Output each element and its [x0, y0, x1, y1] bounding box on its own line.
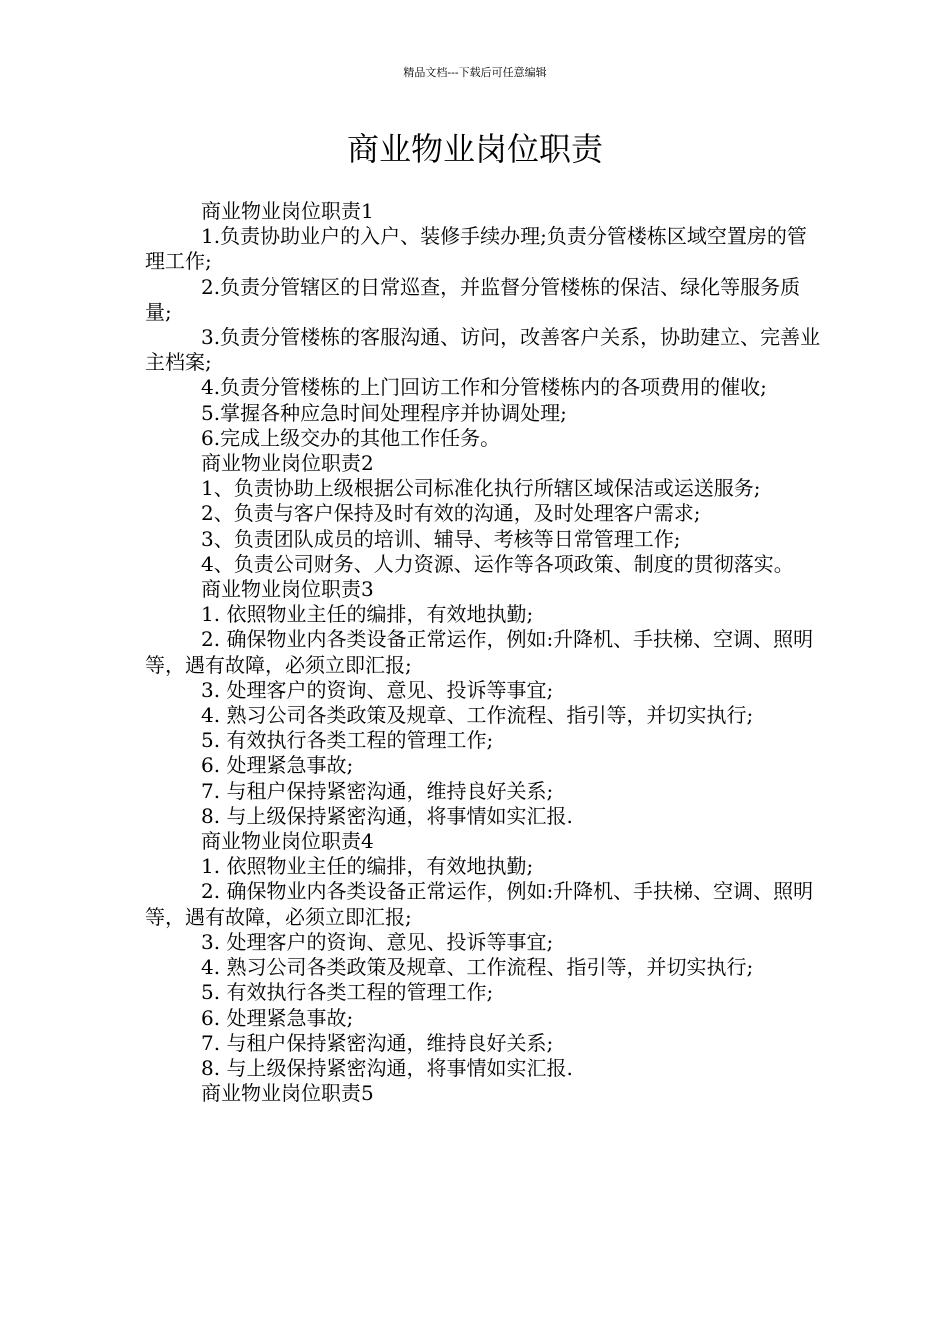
- body-paragraph: 1. 依照物业主任的编排，有效地执勤;: [201, 602, 534, 627]
- body-paragraph: 6. 处理紧急事故;: [201, 753, 354, 778]
- body-paragraph: 2. 确保物业内各类设备正常运作，例如:升降机、手扶梯、空调、照明等，遇有故障，必须立即汇报;: [145, 879, 814, 929]
- body-paragraph: 1. 依照物业主任的编排，有效地执勤;: [201, 854, 534, 879]
- body-paragraph: 3.负责分管楼栋的客服沟通、访问，改善客户关系，协助建立、完善业主档案;: [145, 325, 821, 375]
- body-paragraph: 6.完成上级交办的其他工作任务。: [201, 425, 501, 450]
- body-paragraph: 2.负责分管辖区的日常巡查，并监督分管楼栋的保洁、绿化等服务质量;: [145, 274, 801, 324]
- body-paragraph: 5. 有效执行各类工程的管理工作;: [201, 980, 494, 1005]
- body-paragraph: 8. 与上级保持紧密沟通，将事情如实汇报.: [201, 803, 573, 828]
- body-paragraph: 3. 处理客户的资询、意见、投诉等事宜;: [201, 929, 554, 954]
- document-title: 商业物业岗位职责: [346, 130, 603, 168]
- section-heading: 商业物业岗位职责4: [201, 829, 374, 854]
- body-paragraph: 6. 处理紧急事故;: [201, 1005, 354, 1030]
- document-body: [145, 199, 825, 1106]
- body-paragraph: 1.负责协助业户的入户、装修手续办理;负责分管楼栋区域空置房的管理工作;: [145, 224, 807, 274]
- body-paragraph: 4、负责公司财务、人力资源、运作等各项政策、制度的贯彻落实。: [201, 551, 794, 576]
- body-paragraph: 4. 熟习公司各类政策及规章、工作流程、指引等，并切实执行;: [201, 703, 754, 728]
- body-paragraph: 5. 有效执行各类工程的管理工作;: [201, 728, 494, 753]
- section-heading: 商业物业岗位职责5: [201, 1081, 374, 1106]
- body-paragraph: 4.负责分管楼栋的上门回访工作和分管楼栋内的各项费用的催收;: [201, 375, 767, 400]
- body-paragraph: 3、负责团队成员的培训、辅导、考核等日常管理工作;: [201, 526, 681, 551]
- section-heading: 商业物业岗位职责2: [201, 451, 374, 476]
- body-paragraph: 3. 处理客户的资询、意见、投诉等事宜;: [201, 677, 554, 702]
- body-paragraph: 2、负责与客户保持及时有效的沟通，及时处理客户需求;: [201, 501, 701, 526]
- body-paragraph: 7. 与租户保持紧密沟通，维持良好关系;: [201, 1030, 554, 1055]
- body-paragraph: 7. 与租户保持紧密沟通，维持良好关系;: [201, 778, 554, 803]
- body-paragraph: 1、负责协助上级根据公司标准化执行所辖区域保洁或运送服务;: [201, 476, 761, 501]
- body-paragraph: 2. 确保物业内各类设备正常运作，例如:升降机、手扶梯、空调、照明等，遇有故障，必须立即汇报;: [145, 627, 814, 677]
- body-paragraph: 4. 熟习公司各类政策及规章、工作流程、指引等，并切实执行;: [201, 955, 754, 980]
- section-heading: 商业物业岗位职责1: [201, 199, 374, 223]
- section-heading: 商业物业岗位职责3: [201, 577, 374, 602]
- body-paragraph: 5.掌握各种应急时间处理程序并协调处理;: [201, 400, 567, 425]
- header-note: 精品文档---下载后可任意编辑: [403, 66, 547, 79]
- body-paragraph: 8. 与上级保持紧密沟通，将事情如实汇报.: [201, 1055, 573, 1080]
